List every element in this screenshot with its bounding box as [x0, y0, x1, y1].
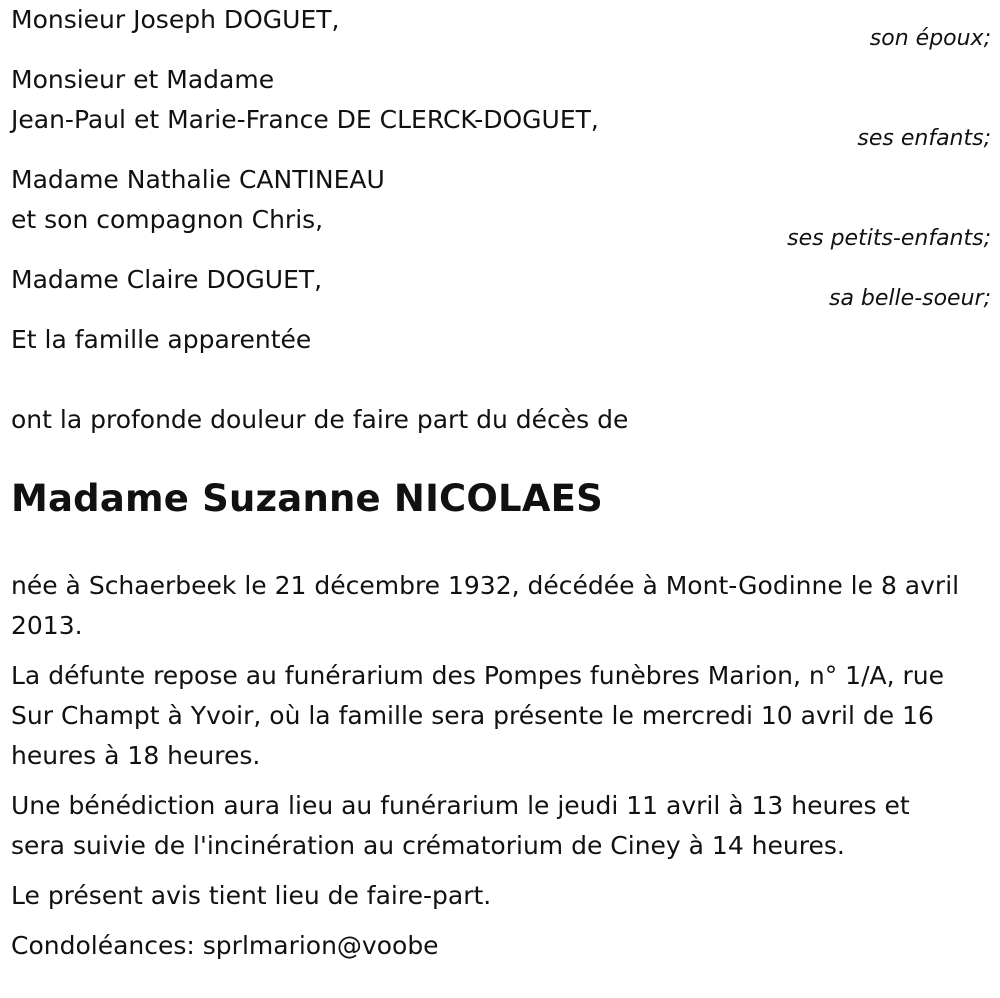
- family-line: et son compagnon Chris,: [11, 205, 324, 234]
- family-line: Monsieur et Madame: [11, 65, 275, 94]
- family-role: ses enfants;: [857, 126, 991, 151]
- family-line: Madame Nathalie CANTINEAU: [11, 165, 385, 194]
- family-line: Madame Claire DOGUET,: [11, 265, 323, 294]
- family-sister-in-law: [11, 260, 991, 312]
- family-role: son époux;: [869, 26, 991, 51]
- condolences-paragraph: Condoléances: sprlmarion@voobe: [11, 931, 439, 960]
- family-role: sa belle-soeur;: [829, 286, 991, 311]
- family-children: [11, 60, 991, 152]
- family-grandchildren: [11, 160, 991, 252]
- ceremony-paragraph: Une bénédiction aura lieu au funérarium le jeudi 11 avril à 13 heures et sera suivie de l'incinération au crématorium de Ciney à 14 heures.: [11, 791, 910, 860]
- visitation-paragraph: La défunte repose au funérarium des Pompes funèbres Marion, n° 1/A, rue Sur Champt à Yvoir, où la famille sera présente le mercredi 10 avril de 16 heures à 18 heures.: [11, 661, 945, 770]
- family-line: Monsieur Joseph DOGUET,: [11, 5, 340, 34]
- obituary-notice: [11, 0, 991, 976]
- related-family: Et la famille apparentée: [11, 325, 312, 354]
- family-spouse: [11, 0, 991, 52]
- spacer: [11, 360, 991, 400]
- announcement: ont la profonde douleur de faire part du décès de: [11, 405, 629, 434]
- notice-paragraph: Le présent avis tient lieu de faire-part.: [11, 881, 492, 910]
- family-line: Jean-Paul et Marie-France DE CLERCK-DOGUET,: [11, 105, 599, 134]
- birth-death-paragraph: née à Schaerbeek le 21 décembre 1932, décédée à Mont-Godinne le 8 avril 2013.: [11, 571, 960, 640]
- deceased-name: Madame Suzanne NICOLAES: [11, 477, 603, 520]
- family-role: ses petits-enfants;: [787, 226, 991, 251]
